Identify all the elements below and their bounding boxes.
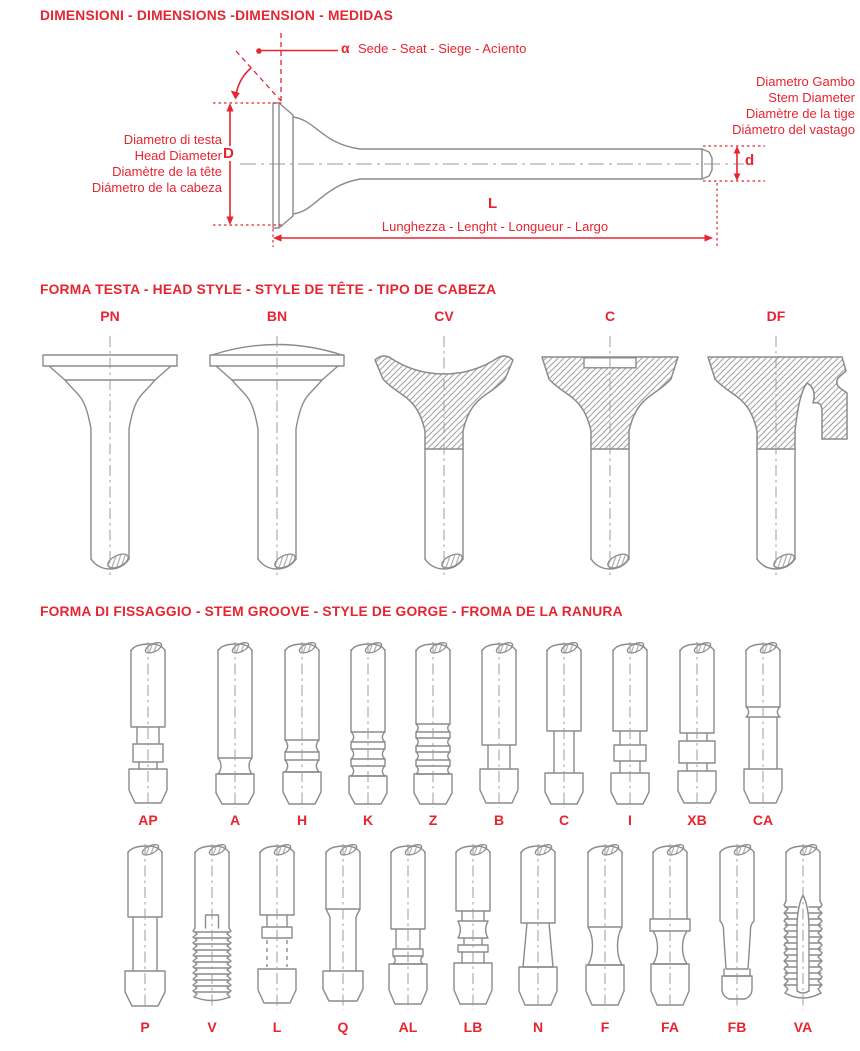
length-symbol: L (488, 195, 498, 212)
stem-groove-label-z: Z (428, 812, 438, 828)
stem-groove-label-fb: FB (727, 1019, 747, 1035)
stem-groove-figure-ca (736, 641, 790, 809)
stem-groove-label-ap: AP (138, 812, 158, 828)
head-style-label-c: C (604, 308, 616, 324)
stem-groove-figure-h (275, 641, 329, 809)
stem-groove-figure-l (250, 843, 304, 1011)
stem-groove-label-fa: FA (661, 1019, 679, 1035)
stem-groove-figure-q (316, 843, 370, 1011)
stem-diameter-label-block (640, 74, 855, 138)
head-style-label-pn: PN (100, 308, 120, 324)
head-diameter-symbol: D (223, 145, 234, 162)
stem-groove-label-i: I (628, 812, 632, 828)
stem-groove-figure-ap (121, 641, 175, 809)
stem-diameter-arrow-up (734, 146, 741, 154)
stem-groove-figure-k (341, 641, 395, 809)
head-style-figure-cv (369, 333, 519, 578)
stem-groove-label-c: C (558, 812, 570, 828)
stem-groove-figure-fb (710, 843, 764, 1011)
dimensions-section-title: DIMENSIONI - DIMENSIONS -DIMENSION - MEDIDAS (40, 8, 393, 23)
stem-groove-figure-b (472, 641, 526, 809)
seat-label: Sede - Seat - Siege - Acìento (358, 41, 527, 56)
stem-diameter-symbol: d (745, 152, 755, 169)
head-styles-section-title: FORMA TESTA - HEAD STYLE - STYLE DE TÊTE - TIPO DE CABEZA (40, 282, 497, 297)
stem-groove-label-v: V (207, 1019, 217, 1035)
head-diameter-line-fr: Diamètre de la tête (112, 164, 222, 179)
head-diameter-line-en: Head Diameter (134, 148, 222, 163)
stem-groove-figure-fa (643, 843, 697, 1011)
seat-leader-dot (256, 48, 262, 54)
stem-groove-label-a: A (229, 812, 241, 828)
stem-groove-label-b: B (493, 812, 505, 828)
stem-groove-figure-c (537, 641, 591, 809)
stem-groove-label-n: N (532, 1019, 544, 1035)
stem-groove-label-k: K (362, 812, 374, 828)
stem-grooves-section-title: FORMA DI FISSAGGIO - STEM GROOVE - STYLE DE GORGE - FROMA DE LA RANURA (40, 604, 623, 619)
stem-diameter-line-en: Stem Diameter (768, 90, 855, 105)
stem-groove-label-xb: XB (687, 812, 707, 828)
stem-groove-figure-al (381, 843, 435, 1011)
stem-groove-label-f: F (600, 1019, 610, 1035)
stem-groove-figure-v (185, 843, 239, 1011)
head-style-figure-df (701, 333, 851, 578)
seat-angle-construction-lines (236, 33, 281, 101)
seat-angle-arc-arrowhead (231, 91, 240, 100)
head-style-label-df: DF (766, 308, 786, 324)
stem-groove-label-l: L (272, 1019, 282, 1035)
stem-groove-figure-f (578, 843, 632, 1011)
valve-head-chamfer (279, 103, 293, 228)
seat-angle-arc (236, 68, 251, 95)
stem-groove-label-p: P (140, 1019, 150, 1035)
stem-diameter-line-es: Diámetro del vastago (732, 122, 855, 137)
head-diameter-line-it: Diametro di testa (123, 132, 222, 147)
stem-groove-label-lb: LB (463, 1019, 483, 1035)
head-style-figure-c (535, 333, 685, 578)
stem-diameter-line-fr: Diamètre de la tige (745, 106, 855, 121)
head-style-figure-bn (202, 333, 352, 578)
stem-groove-figure-p (118, 843, 172, 1011)
length-arrow-right (705, 234, 714, 241)
stem-groove-label-h: H (296, 812, 308, 828)
stem-groove-label-al: AL (398, 1019, 418, 1035)
stem-diameter-line-it: Diametro Gambo (756, 74, 855, 89)
head-diameter-line-es: Diámetro de la cabeza (91, 180, 222, 195)
head-diameter-arrow-down (226, 217, 233, 226)
stem-groove-label-va: VA (793, 1019, 813, 1035)
stem-groove-label-q: Q (337, 1019, 349, 1035)
stem-groove-figure-lb (446, 843, 500, 1011)
alpha-symbol: α (341, 40, 350, 56)
head-style-label-cv: CV (434, 308, 454, 324)
valve-head-face (273, 103, 279, 228)
stem-groove-figure-n (511, 843, 565, 1011)
head-style-figure-pn (35, 333, 185, 578)
head-style-label-bn: BN (266, 308, 288, 324)
stem-groove-figure-va (776, 843, 830, 1011)
length-arrow-left (273, 234, 282, 241)
stem-groove-figure-xb (670, 641, 724, 809)
stem-diameter-arrow-down (734, 174, 741, 182)
stem-groove-figure-i (603, 641, 657, 809)
stem-groove-figure-z (406, 641, 460, 809)
stem-groove-label-ca: CA (752, 812, 774, 828)
length-label: Lunghezza - Lenght - Longueur - Largo (381, 219, 609, 234)
head-diameter-arrow-up (226, 103, 233, 112)
head-diameter-label-block (0, 132, 222, 196)
stem-groove-figure-a (208, 641, 262, 809)
